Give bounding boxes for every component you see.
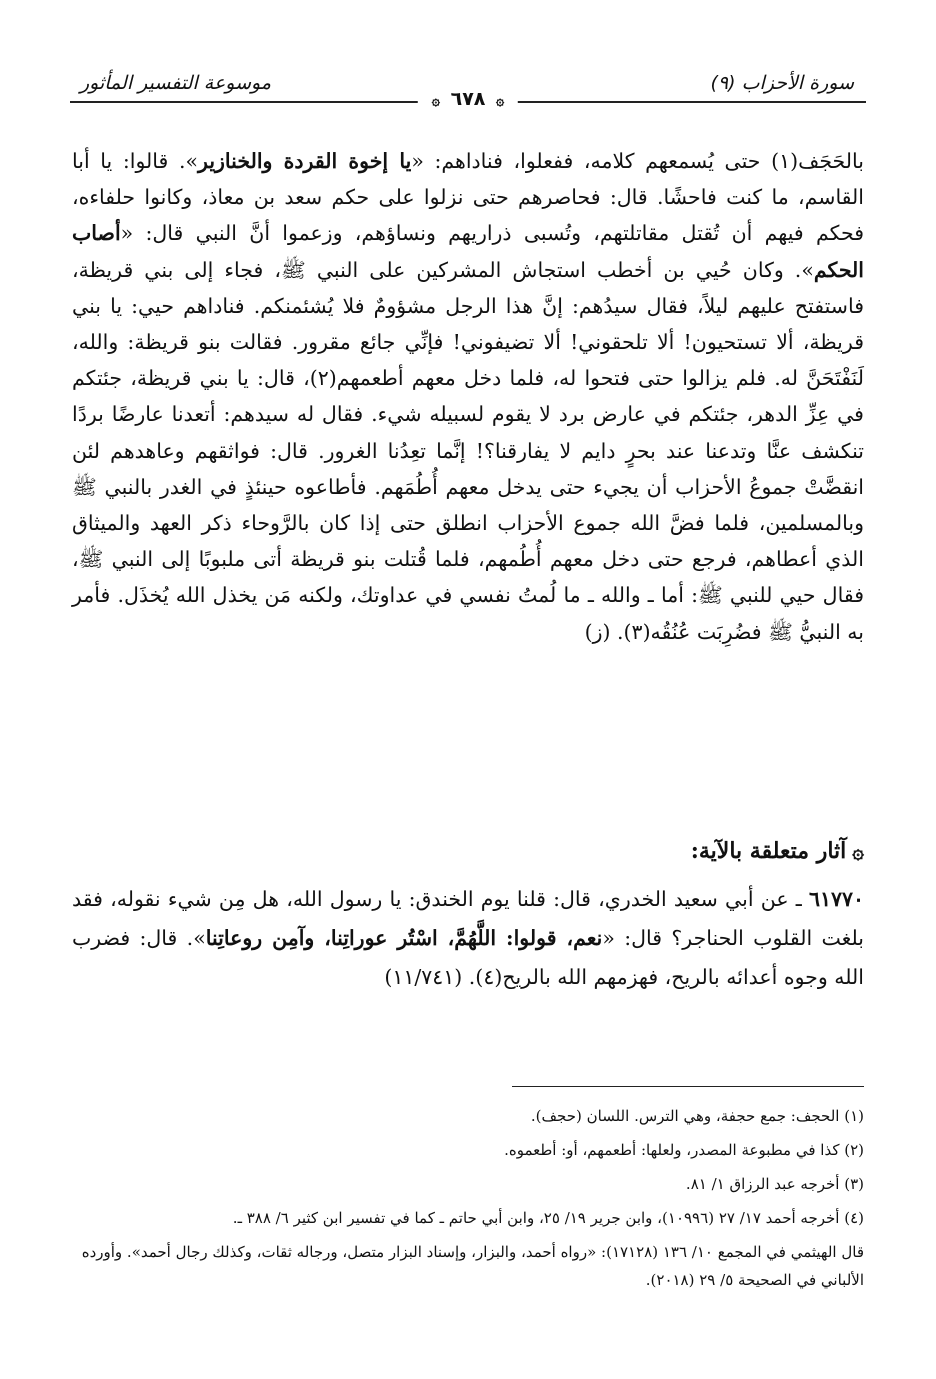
hadith-entry bbox=[72, 880, 864, 997]
page-number-box bbox=[418, 88, 518, 110]
section-title: آثار متعلقة بالآية: bbox=[690, 838, 847, 864]
main-paragraph: بالحَجَف(١) حتى يُسمعهم كلامه، ففعلوا، فناداهم: «يا إخوة القردة والخنازير». قالوا: يا أبا القاسم، ما كنت فاحشًا. قال: فحاصرهم حتى نزلوا على حكم سعد بن معاذ، وكانوا حلفاءه، فحكم فيهم أن تُقتل مقاتلتهم، وتُسبى ذراريهم ونساؤهم، وزعموا أنَّ النبي قال: «أصاب الحكم». وكان حُيي بن أخطب استجاش المشركين على النبي ﷺ، فجاء إلى بني قريظة، فاستفتح عليهم ليلاً، فقال سيدُهم: إنَّ هذا الرجل مشؤومٌ فلا يُشئمنكم. فناداهم حيي: يا بني قريظة، ألا تستحيون! ألا تلحقوني! ألا تضيفوني! فإنِّي جائع مقرور. فقالت بنو قريظة: والله، لَنَفْتَحَنَّ له. فلم يزالوا حتى فتحوا له، فلما دخل معهم أطعمهم(٢)، قال: يا بني قريظة، جئتكم في عِزِّ الدهر، جئتكم في عارض برد لا يقوم لسبيله شيء. فقال له سيدهم: أتعدنا عارضًا بردًا تنكشف عنَّا وتدعنا عند بحرٍ دايم لا يفارقنا؟! إنَّما تعِدُنا الغرور. قال: فواثقهم وعاهدهم لئن انقضَّتْ جموعُ الأحزاب أن يجيء حتى يدخل معهم أُطُمَهم. فأطاعوه حينئذٍ في الغدر بالنبي ﷺ وبالمسلمين، فلما فضَّ الله جموع الأحزاب انطلق حتى إذا كان بالرَّوحاء ذكر العهد والميثاق الذي أعطاهم، فرجع حتى دخل معهم أُطُمهم، فلما قُتلت بنو قريظة أتى ملبوبًا إلى النبي ﷺ، فقال حيي للنبي ﷺ: أما ـ والله ـ ما لُمتُ نفسي في عداوتك، ولكنه مَن يخذل الله يُخذَل. فأمر به النبيُّ ﷺ فضُرِبَت عُنُقُه(٣). (ز) bbox=[72, 149, 864, 644]
flower-ornament-icon: ۞ bbox=[852, 839, 864, 863]
hadith-paragraph bbox=[72, 880, 864, 997]
page-header bbox=[70, 60, 866, 110]
footnote-1: (١) الحجف: جمع حجفة، وهي الترس. اللسان (حجف). bbox=[530, 1107, 864, 1125]
main-text bbox=[72, 143, 864, 650]
hadith-text-end: ». قال: فضرب الله وجوه أعدائه بالريح، فهزمهم الله بالريح(٤). (١١/٧٤١) bbox=[72, 926, 864, 989]
page-number: ٦٧٨ bbox=[450, 88, 486, 110]
book-title: موسوعة التفسير المأثور bbox=[80, 72, 272, 94]
hadith-number: ٦١٧٧٠ bbox=[808, 887, 864, 911]
hadith-quote: نعم، قولوا: اللَّهُمَّ، اسْتُر عوراتِنا، وآمِن روعاتِنا bbox=[205, 926, 603, 950]
hadith-text: ـ عن أبي سعيد الخدري، قال: قلنا يوم الخندق: يا رسول الله، هل مِن شيء نقوله، فقد بلغت القلوب الحناجر؟ قال: « bbox=[72, 887, 864, 950]
ornament-icon: ۞ bbox=[496, 93, 505, 109]
footnotes bbox=[72, 1102, 864, 1300]
footnote-separator bbox=[512, 1086, 864, 1087]
section-heading bbox=[691, 838, 864, 864]
footnote-4-continued: قال الهيثمي في المجمع ١٠/ ١٣٦ (١٧١٢٨): «رواه أحمد، والبزار، وإسناد البزار متصل، ورجاله ثقات، وكذلك رجال أحمد». وأورده الألباني في الصحيحة ٥/ ٢٩ (٢٠١٨). bbox=[81, 1243, 864, 1289]
bold-phrase: أصاب الحكم bbox=[72, 221, 864, 282]
ornament-icon: ۞ bbox=[431, 93, 440, 109]
footnote-3: (٣) أخرجه عبد الرزاق ١/ ٨١. bbox=[685, 1175, 864, 1193]
footnote-2: (٢) كذا في مطبوعة المصدر، ولعلها: أطعمهم، أو: أطعموه. bbox=[504, 1141, 864, 1159]
surah-title: سورة الأحزاب (٩) bbox=[710, 72, 854, 94]
bold-phrase: يا إخوة القردة والخنازير bbox=[198, 149, 412, 173]
footnote-4: (٤) أخرجه أحمد ١٧/ ٢٧ (١٠٩٩٦)، وابن جرير ١٩/ ٢٥، وابن أبي حاتم ـ كما في تفسير ابن كثير ٦/ ٣٨٨ ـ. bbox=[232, 1209, 864, 1227]
